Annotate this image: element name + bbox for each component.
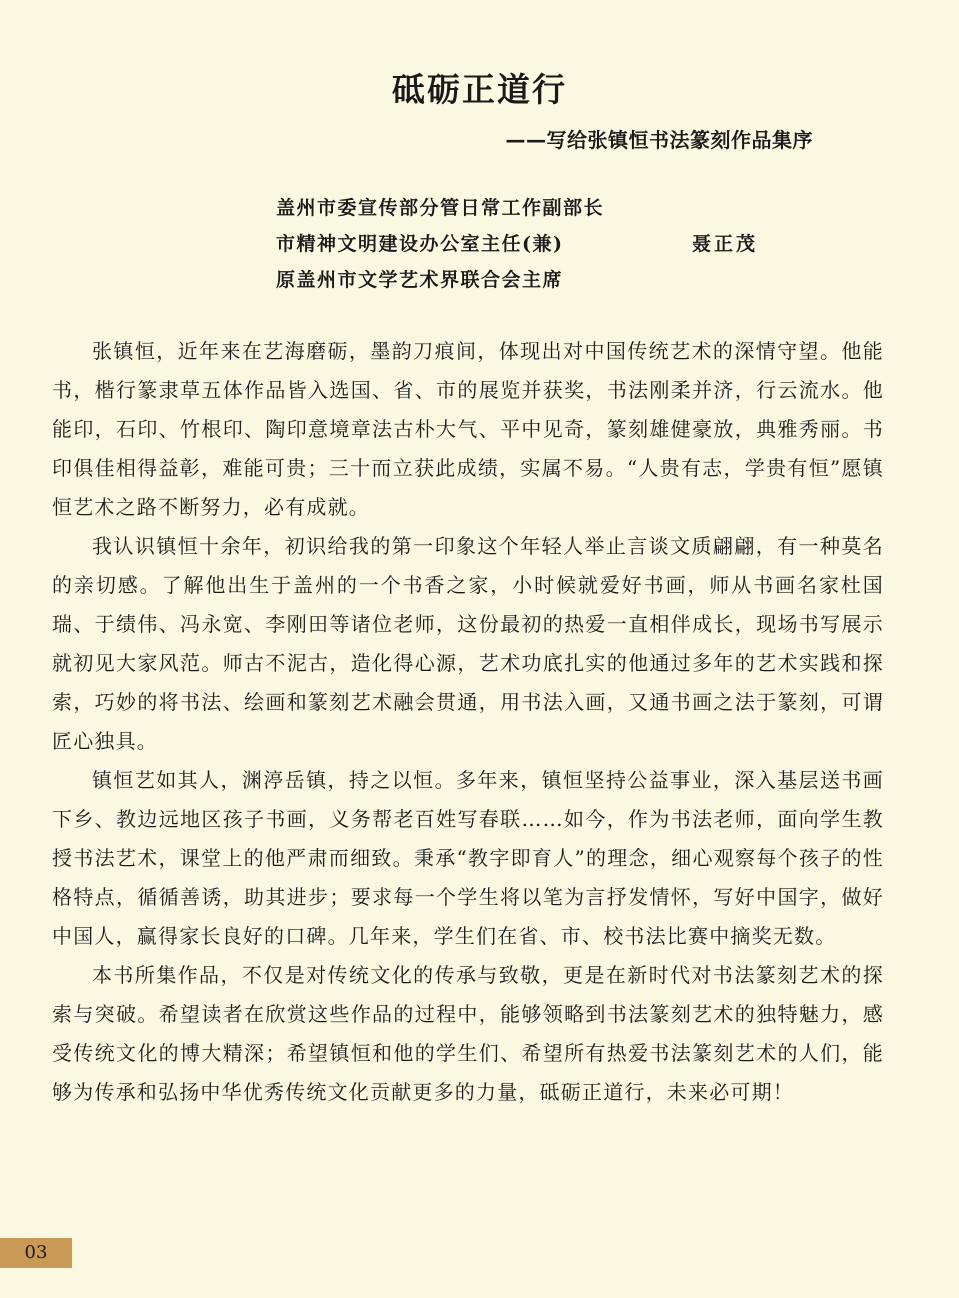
paragraph: 镇恒艺如其人，渊渟岳镇，持之以恒。多年来，镇恒坚持公益事业，深入基层送书画下乡、教边远地区孩子书画，义务帮老百姓写春联……如今，作为书法老师，面向学生教授书法艺术，课堂上的他严肃而细致。秉承“教字即育人”的理念，细心观察每个孩子的性格特点，循循善诱，助其进步；要求每一个学生将以笔为言抒发情怀，写好中国字，做好中国人，赢得家长良好的口碑。几年来，学生们在省、市、校书法比赛中摘奖无数。 <box>52 768 884 948</box>
paragraph: 本书所集作品，不仅是对传统文化的传承与致敬，更是在新时代对书法篆刻艺术的探索与突破。希望读者在欣赏这些作品的过程中，能够领略到书法篆刻艺术的独特魅力，感受传统文化的博大精深；希望镇恒和他的学生们、希望所有热爱书法篆刻艺术的人们，能够为传承和弘扬中华优秀传统文化贡献更多的力量，砥砺正道行，未来必可期！ <box>52 963 884 1104</box>
paragraph: 我认识镇恒十余年，初识给我的第一印象这个年轻人举止言谈文质翩翩，有一种莫名的亲切感。了解他出生于盖州的一个书香之家，小时候就爱好书画，师从书画名家杜国瑞、于绩伟、冯永宽、李刚田等诸位老师，这份最初的热爱一直相伴成长，现场书写展示就初见大家风范。师古不泥古，造化得心源，艺术功底扎实的他通过多年的艺术实践和探索，巧妙的将书法、绘画和篆刻艺术融会贯通，用书法入画，又通书画之法于篆刻，可谓匠心独具。 <box>52 534 884 753</box>
author-name: 聂正茂 <box>692 233 759 255</box>
author-title: 盖州市委宣传部分管日常工作副部长 <box>276 197 605 219</box>
author-title-line <box>276 226 759 262</box>
page-number: 03 <box>0 1238 72 1268</box>
author-title: 市精神文明建设办公室主任(兼) <box>276 233 564 255</box>
author-title-line <box>276 190 604 226</box>
author-title-line <box>276 262 604 298</box>
author-block <box>276 190 759 298</box>
author-title: 原盖州市文学艺术界联合会主席 <box>276 269 564 291</box>
article-body <box>52 332 884 1112</box>
paragraph: 张镇恒，近年来在艺海磨砺，墨韵刀痕间，体现出对中国传统艺术的深情守望。他能书，楷行篆隶草五体作品皆入选国、省、市的展览并获奖，书法刚柔并济，行云流水。他能印，石印、竹根印、陶印意境章法古朴大气、平中见奇，篆刻雄健豪放，典雅秀丽。书印俱佳相得益彰，难能可贵；三十而立获此成绩，实属不易。“人贵有志，学贵有恒”愿镇恒艺术之路不断努力，必有成就。 <box>52 339 884 519</box>
page-subtitle: ——写给张镇恒书法篆刻作品集序 <box>505 128 813 152</box>
page-title: 砥砺正道行 <box>392 70 567 109</box>
